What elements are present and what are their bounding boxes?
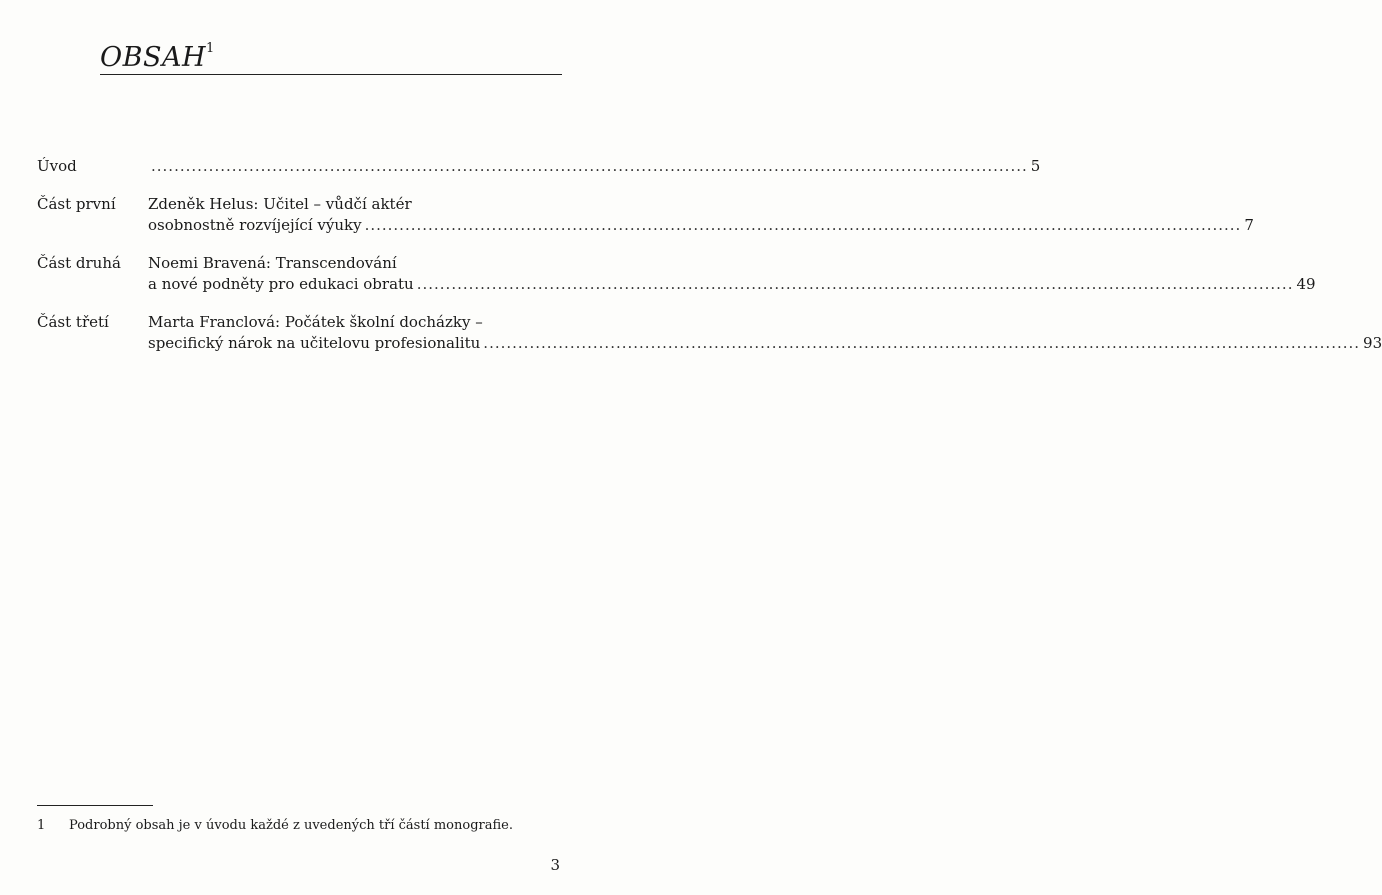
toc-page-number: 5 [1030, 157, 1041, 175]
toc-leader-dots [365, 215, 1242, 236]
toc-part-label: Část druhá [37, 254, 121, 272]
footnote-rule [37, 805, 153, 806]
title-footnote-mark: 1 [206, 41, 215, 56]
page-number: 3 [550, 856, 560, 874]
toc-leader-dots [417, 274, 1294, 295]
footnote [37, 818, 513, 833]
title-underline [100, 74, 562, 75]
footnote-number: 1 [37, 818, 46, 833]
toc-part-label: Úvod [37, 157, 77, 175]
toc-page-number: 49 [1296, 275, 1316, 293]
toc-part-label: Část první [37, 195, 116, 213]
toc-leader-dots [483, 333, 1360, 354]
toc-line-text: Zdeněk Helus: Učitel – vůdčí aktér [148, 195, 412, 213]
toc-entry-body [148, 156, 1040, 177]
toc-part-label: Část třetí [37, 313, 109, 331]
toc-line [148, 333, 1382, 354]
table-of-contents [37, 156, 1382, 371]
toc-page-number: 7 [1244, 216, 1254, 234]
toc-entry-body [148, 312, 1382, 354]
toc-leader-dots [151, 156, 1028, 177]
toc-line-text: a nové podněty pro edukaci obratu [148, 275, 414, 293]
footnote-text: Podrobný obsah je v úvodu každé z uvedených tří částí monografie. [69, 818, 513, 833]
toc-entry-part-2 [37, 253, 1316, 295]
toc-line-text: Noemi Bravená: Transcendování [148, 254, 397, 272]
toc-entry-body [148, 253, 1316, 295]
toc-page-number: 93 [1363, 334, 1382, 352]
toc-line-text: Marta Franclová: Počátek školní docházky – [148, 313, 483, 331]
title-text: OBSAH [100, 42, 207, 73]
toc-entry-uvod [37, 156, 1041, 177]
toc-line-text: specifický nárok na učitelovu profesionalitu [148, 334, 481, 352]
toc-line-text: osobnostně rozvíjející výuky [148, 216, 362, 234]
toc-line [148, 156, 1040, 177]
toc-line [148, 215, 1254, 236]
page-title [100, 42, 215, 73]
toc-entry-body [148, 194, 1254, 236]
toc-entry-part-1 [37, 194, 1254, 236]
toc-entry-part-3 [37, 312, 1382, 354]
toc-line [148, 274, 1316, 295]
